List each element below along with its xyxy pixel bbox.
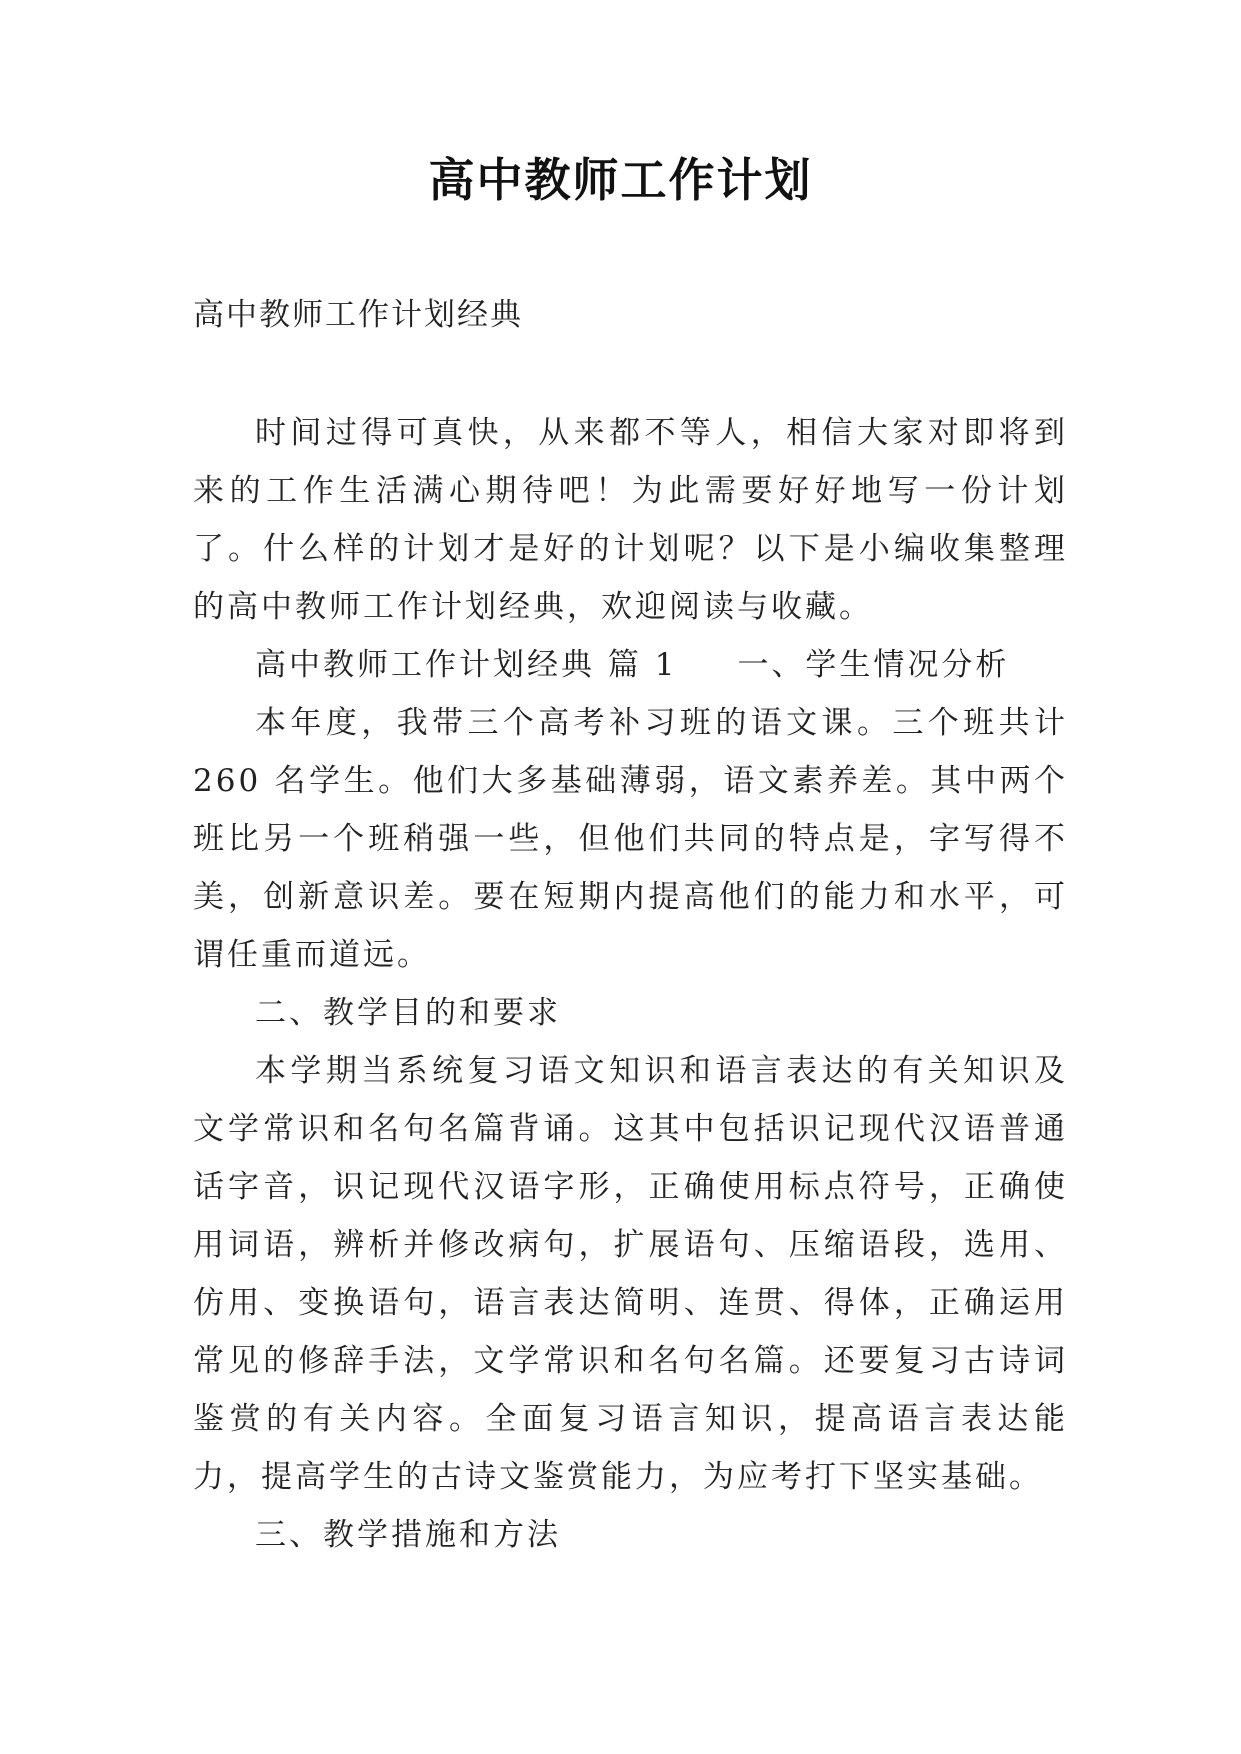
chapter-label: 高中教师工作计划经典 篇 1 xyxy=(255,647,678,683)
section3-heading: 三、教学措施和方法 xyxy=(255,1517,561,1553)
document-body xyxy=(193,404,1068,1564)
document-subtitle: 高中教师工作计划经典 xyxy=(193,297,523,333)
section2-paragraph: 本学期当系统复习语文知识和语言表达的有关知识及文学常识和名句名篇背诵。这其中包括识记现代汉语普通话字音，识记现代汉语字形，正确使用标点符号，正确使用词语，辨析并修改病句，扩展语句、压缩语段，选用、仿用、变换语句，语言表达简明、连贯、得体，正确运用常见的修辞手法，文学常识和名句名篇。还要复习古诗词鉴赏的有关内容。全面复习语言知识，提高语言表达能力，提高学生的古诗文鉴赏能力，为应考打下坚实基础。 xyxy=(193,1053,1068,1495)
section1-paragraph: 本年度，我带三个高考补习班的语文课。三个班共计 260 名学生。他们大多基础薄弱，语文素养差。其中两个班比另一个班稍强一些，但他们共同的特点是，字写得不美，创新意识差。要在短期内提高他们的能力和水平，可谓任重而道远。 xyxy=(193,705,1068,973)
intro-paragraph: 时间过得可真快，从来都不等人，相信大家对即将到来的工作生活满心期待吧！为此需要好好地写一份计划了。什么样的计划才是好的计划呢？以下是小编收集整理的高中教师工作计划经典，欢迎阅读与收藏。 xyxy=(193,415,1068,625)
document-title: 高中教师工作计划 xyxy=(428,153,813,207)
section1-heading: 一、学生情况分析 xyxy=(737,647,1010,683)
section2-heading: 二、教学目的和要求 xyxy=(255,995,561,1031)
chapter-heading-line xyxy=(193,636,1068,694)
